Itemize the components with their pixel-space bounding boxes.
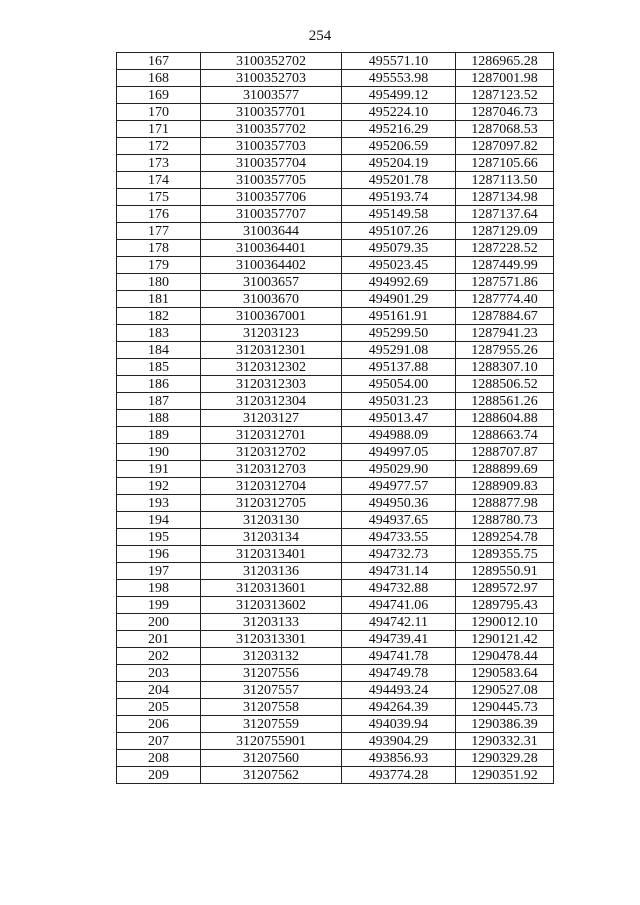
row-number-cell: 174 (117, 172, 201, 189)
point-id-cell: 3100357705 (201, 172, 342, 189)
x-coordinate-cell: 495571.10 (342, 53, 456, 70)
point-id-cell: 31207560 (201, 750, 342, 767)
y-coordinate-cell: 1288506.52 (456, 376, 554, 393)
x-coordinate-cell: 494039.94 (342, 716, 456, 733)
point-id-cell: 3120313601 (201, 580, 342, 597)
table-row (117, 257, 554, 274)
point-id-cell: 31203127 (201, 410, 342, 427)
point-id-cell: 3100357704 (201, 155, 342, 172)
table-row (117, 478, 554, 495)
row-number-cell: 172 (117, 138, 201, 155)
row-number-cell: 200 (117, 614, 201, 631)
point-id-cell: 3120312303 (201, 376, 342, 393)
row-number-cell: 186 (117, 376, 201, 393)
table-row (117, 529, 554, 546)
y-coordinate-cell: 1288561.26 (456, 393, 554, 410)
row-number-cell: 208 (117, 750, 201, 767)
y-coordinate-cell: 1288707.87 (456, 444, 554, 461)
table-row (117, 308, 554, 325)
row-number-cell: 194 (117, 512, 201, 529)
x-coordinate-cell: 494901.29 (342, 291, 456, 308)
y-coordinate-cell: 1287774.40 (456, 291, 554, 308)
y-coordinate-cell: 1288899.69 (456, 461, 554, 478)
y-coordinate-cell: 1288909.83 (456, 478, 554, 495)
row-number-cell: 169 (117, 87, 201, 104)
table-row (117, 631, 554, 648)
row-number-cell: 167 (117, 53, 201, 70)
point-id-cell: 3100357701 (201, 104, 342, 121)
table-row (117, 444, 554, 461)
point-id-cell: 3120313401 (201, 546, 342, 563)
x-coordinate-cell: 494997.05 (342, 444, 456, 461)
table-row (117, 580, 554, 597)
point-id-cell: 3100364401 (201, 240, 342, 257)
page-number: 254 (308, 28, 332, 44)
row-number-cell: 184 (117, 342, 201, 359)
y-coordinate-cell: 1287571.86 (456, 274, 554, 291)
row-number-cell: 176 (117, 206, 201, 223)
table-row (117, 427, 554, 444)
row-number-cell: 204 (117, 682, 201, 699)
point-id-cell: 31207559 (201, 716, 342, 733)
table-row (117, 291, 554, 308)
y-coordinate-cell: 1290478.44 (456, 648, 554, 665)
point-id-cell: 31003644 (201, 223, 342, 240)
y-coordinate-cell: 1287046.73 (456, 104, 554, 121)
point-id-cell: 31003577 (201, 87, 342, 104)
row-number-cell: 198 (117, 580, 201, 597)
table-row (117, 240, 554, 257)
x-coordinate-cell: 495149.58 (342, 206, 456, 223)
row-number-cell: 193 (117, 495, 201, 512)
y-coordinate-cell: 1287134.98 (456, 189, 554, 206)
point-id-cell: 3120312304 (201, 393, 342, 410)
point-id-cell: 31203130 (201, 512, 342, 529)
point-id-cell: 31203132 (201, 648, 342, 665)
point-id-cell: 3120312703 (201, 461, 342, 478)
y-coordinate-cell: 1287228.52 (456, 240, 554, 257)
row-number-cell: 202 (117, 648, 201, 665)
row-number-cell: 196 (117, 546, 201, 563)
x-coordinate-cell: 495023.45 (342, 257, 456, 274)
x-coordinate-cell: 494749.78 (342, 665, 456, 682)
table-row (117, 461, 554, 478)
x-coordinate-cell: 495161.91 (342, 308, 456, 325)
table-row (117, 359, 554, 376)
row-number-cell: 177 (117, 223, 201, 240)
row-number-cell: 197 (117, 563, 201, 580)
table-row (117, 172, 554, 189)
x-coordinate-cell: 495079.35 (342, 240, 456, 257)
y-coordinate-cell: 1287105.66 (456, 155, 554, 172)
x-coordinate-cell: 494950.36 (342, 495, 456, 512)
row-number-cell: 190 (117, 444, 201, 461)
point-id-cell: 3120312702 (201, 444, 342, 461)
point-id-cell: 3120312302 (201, 359, 342, 376)
x-coordinate-cell: 494733.55 (342, 529, 456, 546)
table-row (117, 274, 554, 291)
table-row (117, 223, 554, 240)
row-number-cell: 175 (117, 189, 201, 206)
x-coordinate-cell: 495224.10 (342, 104, 456, 121)
point-id-cell: 3120313301 (201, 631, 342, 648)
table-row (117, 342, 554, 359)
row-number-cell: 192 (117, 478, 201, 495)
x-coordinate-cell: 494741.78 (342, 648, 456, 665)
row-number-cell: 195 (117, 529, 201, 546)
table-row (117, 665, 554, 682)
x-coordinate-cell: 494739.41 (342, 631, 456, 648)
table-row (117, 138, 554, 155)
y-coordinate-cell: 1287123.52 (456, 87, 554, 104)
x-coordinate-cell: 495031.23 (342, 393, 456, 410)
x-coordinate-cell: 493856.93 (342, 750, 456, 767)
y-coordinate-cell: 1288780.73 (456, 512, 554, 529)
row-number-cell: 205 (117, 699, 201, 716)
point-id-cell: 3120312704 (201, 478, 342, 495)
row-number-cell: 201 (117, 631, 201, 648)
table-row (117, 121, 554, 138)
row-number-cell: 178 (117, 240, 201, 257)
y-coordinate-cell: 1290583.64 (456, 665, 554, 682)
row-number-cell: 207 (117, 733, 201, 750)
y-coordinate-cell: 1286965.28 (456, 53, 554, 70)
point-id-cell: 3100357706 (201, 189, 342, 206)
y-coordinate-cell: 1290012.10 (456, 614, 554, 631)
y-coordinate-cell: 1288604.88 (456, 410, 554, 427)
table-row (117, 87, 554, 104)
x-coordinate-cell: 494732.73 (342, 546, 456, 563)
table-row (117, 767, 554, 784)
row-number-cell: 171 (117, 121, 201, 138)
point-id-cell: 3100357703 (201, 138, 342, 155)
y-coordinate-cell: 1287955.26 (456, 342, 554, 359)
coordinates-table-body (117, 53, 554, 784)
y-coordinate-cell: 1289795.43 (456, 597, 554, 614)
x-coordinate-cell: 495499.12 (342, 87, 456, 104)
table-row (117, 410, 554, 427)
row-number-cell: 168 (117, 70, 201, 87)
table-row (117, 206, 554, 223)
point-id-cell: 31203133 (201, 614, 342, 631)
table-row (117, 155, 554, 172)
x-coordinate-cell: 495013.47 (342, 410, 456, 427)
point-id-cell: 3120312705 (201, 495, 342, 512)
row-number-cell: 185 (117, 359, 201, 376)
x-coordinate-cell: 494977.57 (342, 478, 456, 495)
row-number-cell: 181 (117, 291, 201, 308)
x-coordinate-cell: 493774.28 (342, 767, 456, 784)
y-coordinate-cell: 1287097.82 (456, 138, 554, 155)
x-coordinate-cell: 494741.06 (342, 597, 456, 614)
x-coordinate-cell: 494937.65 (342, 512, 456, 529)
y-coordinate-cell: 1287001.98 (456, 70, 554, 87)
point-id-cell: 31203123 (201, 325, 342, 342)
coordinates-table (116, 52, 554, 784)
row-number-cell: 183 (117, 325, 201, 342)
point-id-cell: 31207557 (201, 682, 342, 699)
y-coordinate-cell: 1289572.97 (456, 580, 554, 597)
row-number-cell: 191 (117, 461, 201, 478)
point-id-cell: 3100364402 (201, 257, 342, 274)
row-number-cell: 199 (117, 597, 201, 614)
y-coordinate-cell: 1287129.09 (456, 223, 554, 240)
y-coordinate-cell: 1287137.64 (456, 206, 554, 223)
x-coordinate-cell: 494732.88 (342, 580, 456, 597)
x-coordinate-cell: 494992.69 (342, 274, 456, 291)
x-coordinate-cell: 493904.29 (342, 733, 456, 750)
point-id-cell: 3120312301 (201, 342, 342, 359)
point-id-cell: 31203134 (201, 529, 342, 546)
table-row (117, 104, 554, 121)
point-id-cell: 3120313602 (201, 597, 342, 614)
y-coordinate-cell: 1288663.74 (456, 427, 554, 444)
table-row (117, 648, 554, 665)
row-number-cell: 189 (117, 427, 201, 444)
x-coordinate-cell: 494742.11 (342, 614, 456, 631)
point-id-cell: 31207556 (201, 665, 342, 682)
row-number-cell: 188 (117, 410, 201, 427)
row-number-cell: 170 (117, 104, 201, 121)
y-coordinate-cell: 1289355.75 (456, 546, 554, 563)
x-coordinate-cell: 495193.74 (342, 189, 456, 206)
y-coordinate-cell: 1290121.42 (456, 631, 554, 648)
y-coordinate-cell: 1287941.23 (456, 325, 554, 342)
table-row (117, 597, 554, 614)
y-coordinate-cell: 1290351.92 (456, 767, 554, 784)
row-number-cell: 187 (117, 393, 201, 410)
table-row (117, 70, 554, 87)
table-row (117, 325, 554, 342)
row-number-cell: 179 (117, 257, 201, 274)
point-id-cell: 3100357702 (201, 121, 342, 138)
y-coordinate-cell: 1290445.73 (456, 699, 554, 716)
x-coordinate-cell: 494988.09 (342, 427, 456, 444)
point-id-cell: 3120755901 (201, 733, 342, 750)
table-row (117, 546, 554, 563)
table-row (117, 716, 554, 733)
point-id-cell: 3100357707 (201, 206, 342, 223)
y-coordinate-cell: 1287449.99 (456, 257, 554, 274)
table-row (117, 699, 554, 716)
table-row (117, 614, 554, 631)
x-coordinate-cell: 495201.78 (342, 172, 456, 189)
point-id-cell: 3120312701 (201, 427, 342, 444)
y-coordinate-cell: 1290527.08 (456, 682, 554, 699)
table-row (117, 53, 554, 70)
table-row (117, 393, 554, 410)
x-coordinate-cell: 495206.59 (342, 138, 456, 155)
point-id-cell: 31207558 (201, 699, 342, 716)
y-coordinate-cell: 1290329.28 (456, 750, 554, 767)
table-row (117, 733, 554, 750)
table-row (117, 189, 554, 206)
row-number-cell: 209 (117, 767, 201, 784)
table-row (117, 376, 554, 393)
table-row (117, 495, 554, 512)
y-coordinate-cell: 1287113.50 (456, 172, 554, 189)
point-id-cell: 31203136 (201, 563, 342, 580)
table-row (117, 563, 554, 580)
x-coordinate-cell: 495029.90 (342, 461, 456, 478)
table-row (117, 512, 554, 529)
x-coordinate-cell: 494264.39 (342, 699, 456, 716)
point-id-cell: 31003657 (201, 274, 342, 291)
y-coordinate-cell: 1288877.98 (456, 495, 554, 512)
row-number-cell: 173 (117, 155, 201, 172)
point-id-cell: 3100352703 (201, 70, 342, 87)
table-row (117, 682, 554, 699)
x-coordinate-cell: 495204.19 (342, 155, 456, 172)
point-id-cell: 3100352702 (201, 53, 342, 70)
y-coordinate-cell: 1289254.78 (456, 529, 554, 546)
row-number-cell: 180 (117, 274, 201, 291)
x-coordinate-cell: 495054.00 (342, 376, 456, 393)
x-coordinate-cell: 495216.29 (342, 121, 456, 138)
x-coordinate-cell: 494493.24 (342, 682, 456, 699)
point-id-cell: 31003670 (201, 291, 342, 308)
x-coordinate-cell: 495107.26 (342, 223, 456, 240)
row-number-cell: 206 (117, 716, 201, 733)
row-number-cell: 182 (117, 308, 201, 325)
point-id-cell: 3100367001 (201, 308, 342, 325)
x-coordinate-cell: 495553.98 (342, 70, 456, 87)
y-coordinate-cell: 1290386.39 (456, 716, 554, 733)
x-coordinate-cell: 495291.08 (342, 342, 456, 359)
y-coordinate-cell: 1287068.53 (456, 121, 554, 138)
x-coordinate-cell: 494731.14 (342, 563, 456, 580)
row-number-cell: 203 (117, 665, 201, 682)
y-coordinate-cell: 1290332.31 (456, 733, 554, 750)
y-coordinate-cell: 1289550.91 (456, 563, 554, 580)
x-coordinate-cell: 495299.50 (342, 325, 456, 342)
table-row (117, 750, 554, 767)
point-id-cell: 31207562 (201, 767, 342, 784)
y-coordinate-cell: 1287884.67 (456, 308, 554, 325)
x-coordinate-cell: 495137.88 (342, 359, 456, 376)
y-coordinate-cell: 1288307.10 (456, 359, 554, 376)
